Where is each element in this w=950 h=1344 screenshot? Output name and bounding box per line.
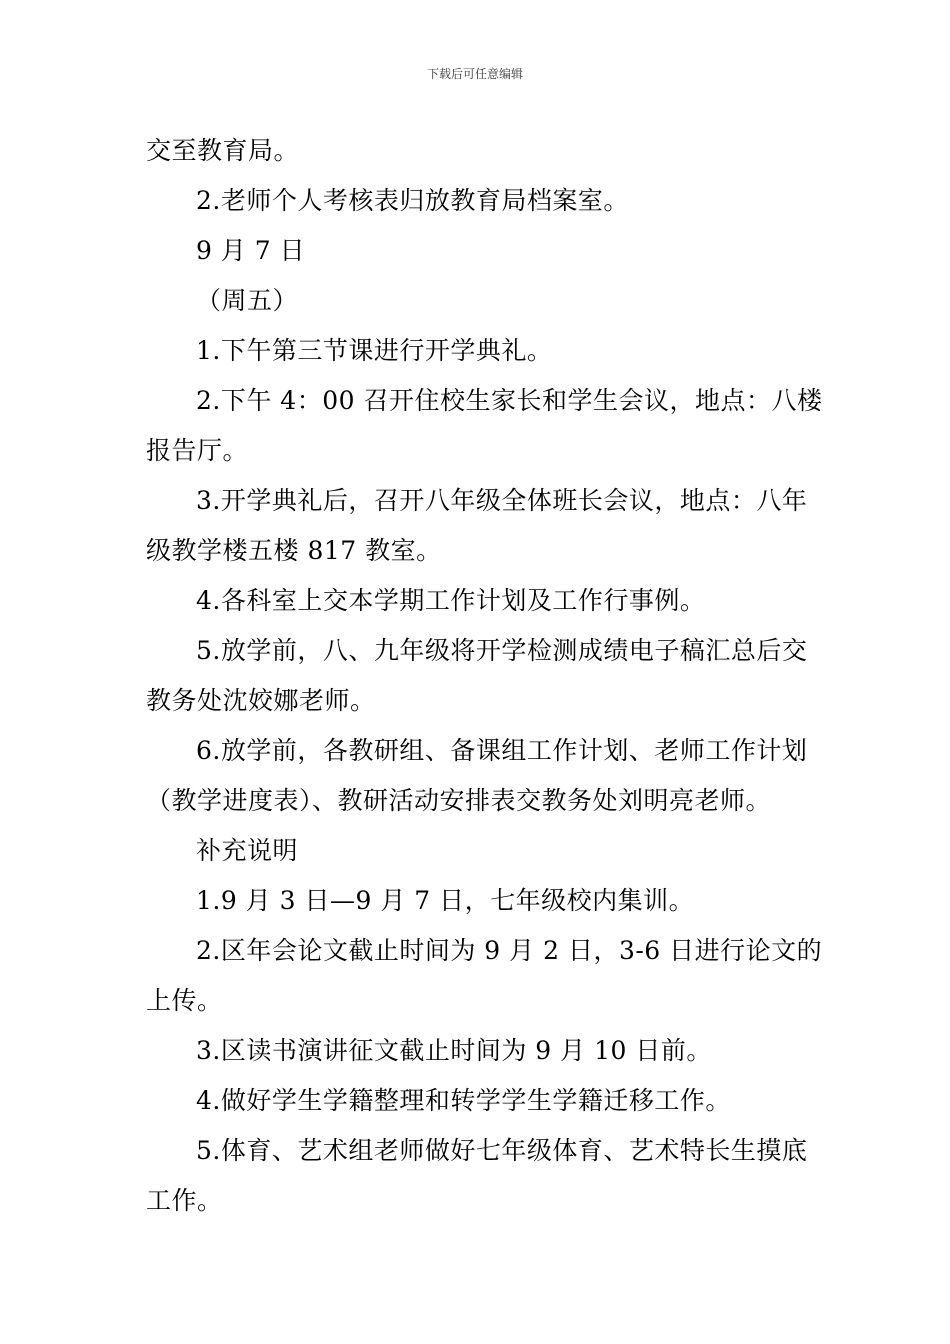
text-line: 1.下午第三节课进行开学典礼。 (196, 336, 553, 365)
text-line: 2.下午 4：00 召开住校生家长和学生会议，地点：八楼 (196, 386, 823, 415)
text-line: 3.开学典礼后，召开八年级全体班长会议，地点：八年 (196, 486, 808, 515)
text-line: 4.做好学生学籍整理和转学学生学籍迁移工作。 (196, 1086, 731, 1115)
text-line: 交至教育局。 (146, 136, 300, 165)
text-line: 级教学楼五楼 817 教室。 (146, 536, 442, 565)
text-line: 报告厅。 (146, 436, 249, 465)
text-line: （教学进度表）、教研活动安排表交教务处刘明亮老师。 (146, 786, 772, 815)
text-line: （周五） (196, 286, 299, 315)
text-line: 5.体育、艺术组老师做好七年级体育、艺术特长生摸底 (196, 1136, 808, 1165)
document-body (146, 126, 823, 1226)
text-line: 1.9 月 3 日—9 月 7 日，七年级校内集训。 (196, 886, 695, 915)
text-line: 补充说明 (196, 836, 299, 865)
text-line: 5.放学前，八、九年级将开学检测成绩电子稿汇总后交 (196, 636, 808, 665)
page-header: 下载后可任意编辑 (426, 67, 523, 81)
text-line: 教务处沈姣娜老师。 (146, 686, 376, 715)
text-line: 3.区读书演讲征文截止时间为 9 月 10 日前。 (196, 1036, 712, 1065)
text-line: 6.放学前，各教研组、备课组工作计划、老师工作计划 (196, 736, 808, 765)
text-line: 9 月 7 日 (196, 236, 306, 265)
text-line: 上传。 (146, 986, 223, 1015)
text-line: 2.区年会论文截止时间为 9 月 2 日，3-6 日进行论文的 (196, 936, 823, 965)
text-line: 工作。 (146, 1186, 223, 1215)
text-line: 2.老师个人考核表归放教育局档案室。 (196, 186, 629, 215)
text-line: 4.各科室上交本学期工作计划及工作行事例。 (196, 586, 706, 615)
